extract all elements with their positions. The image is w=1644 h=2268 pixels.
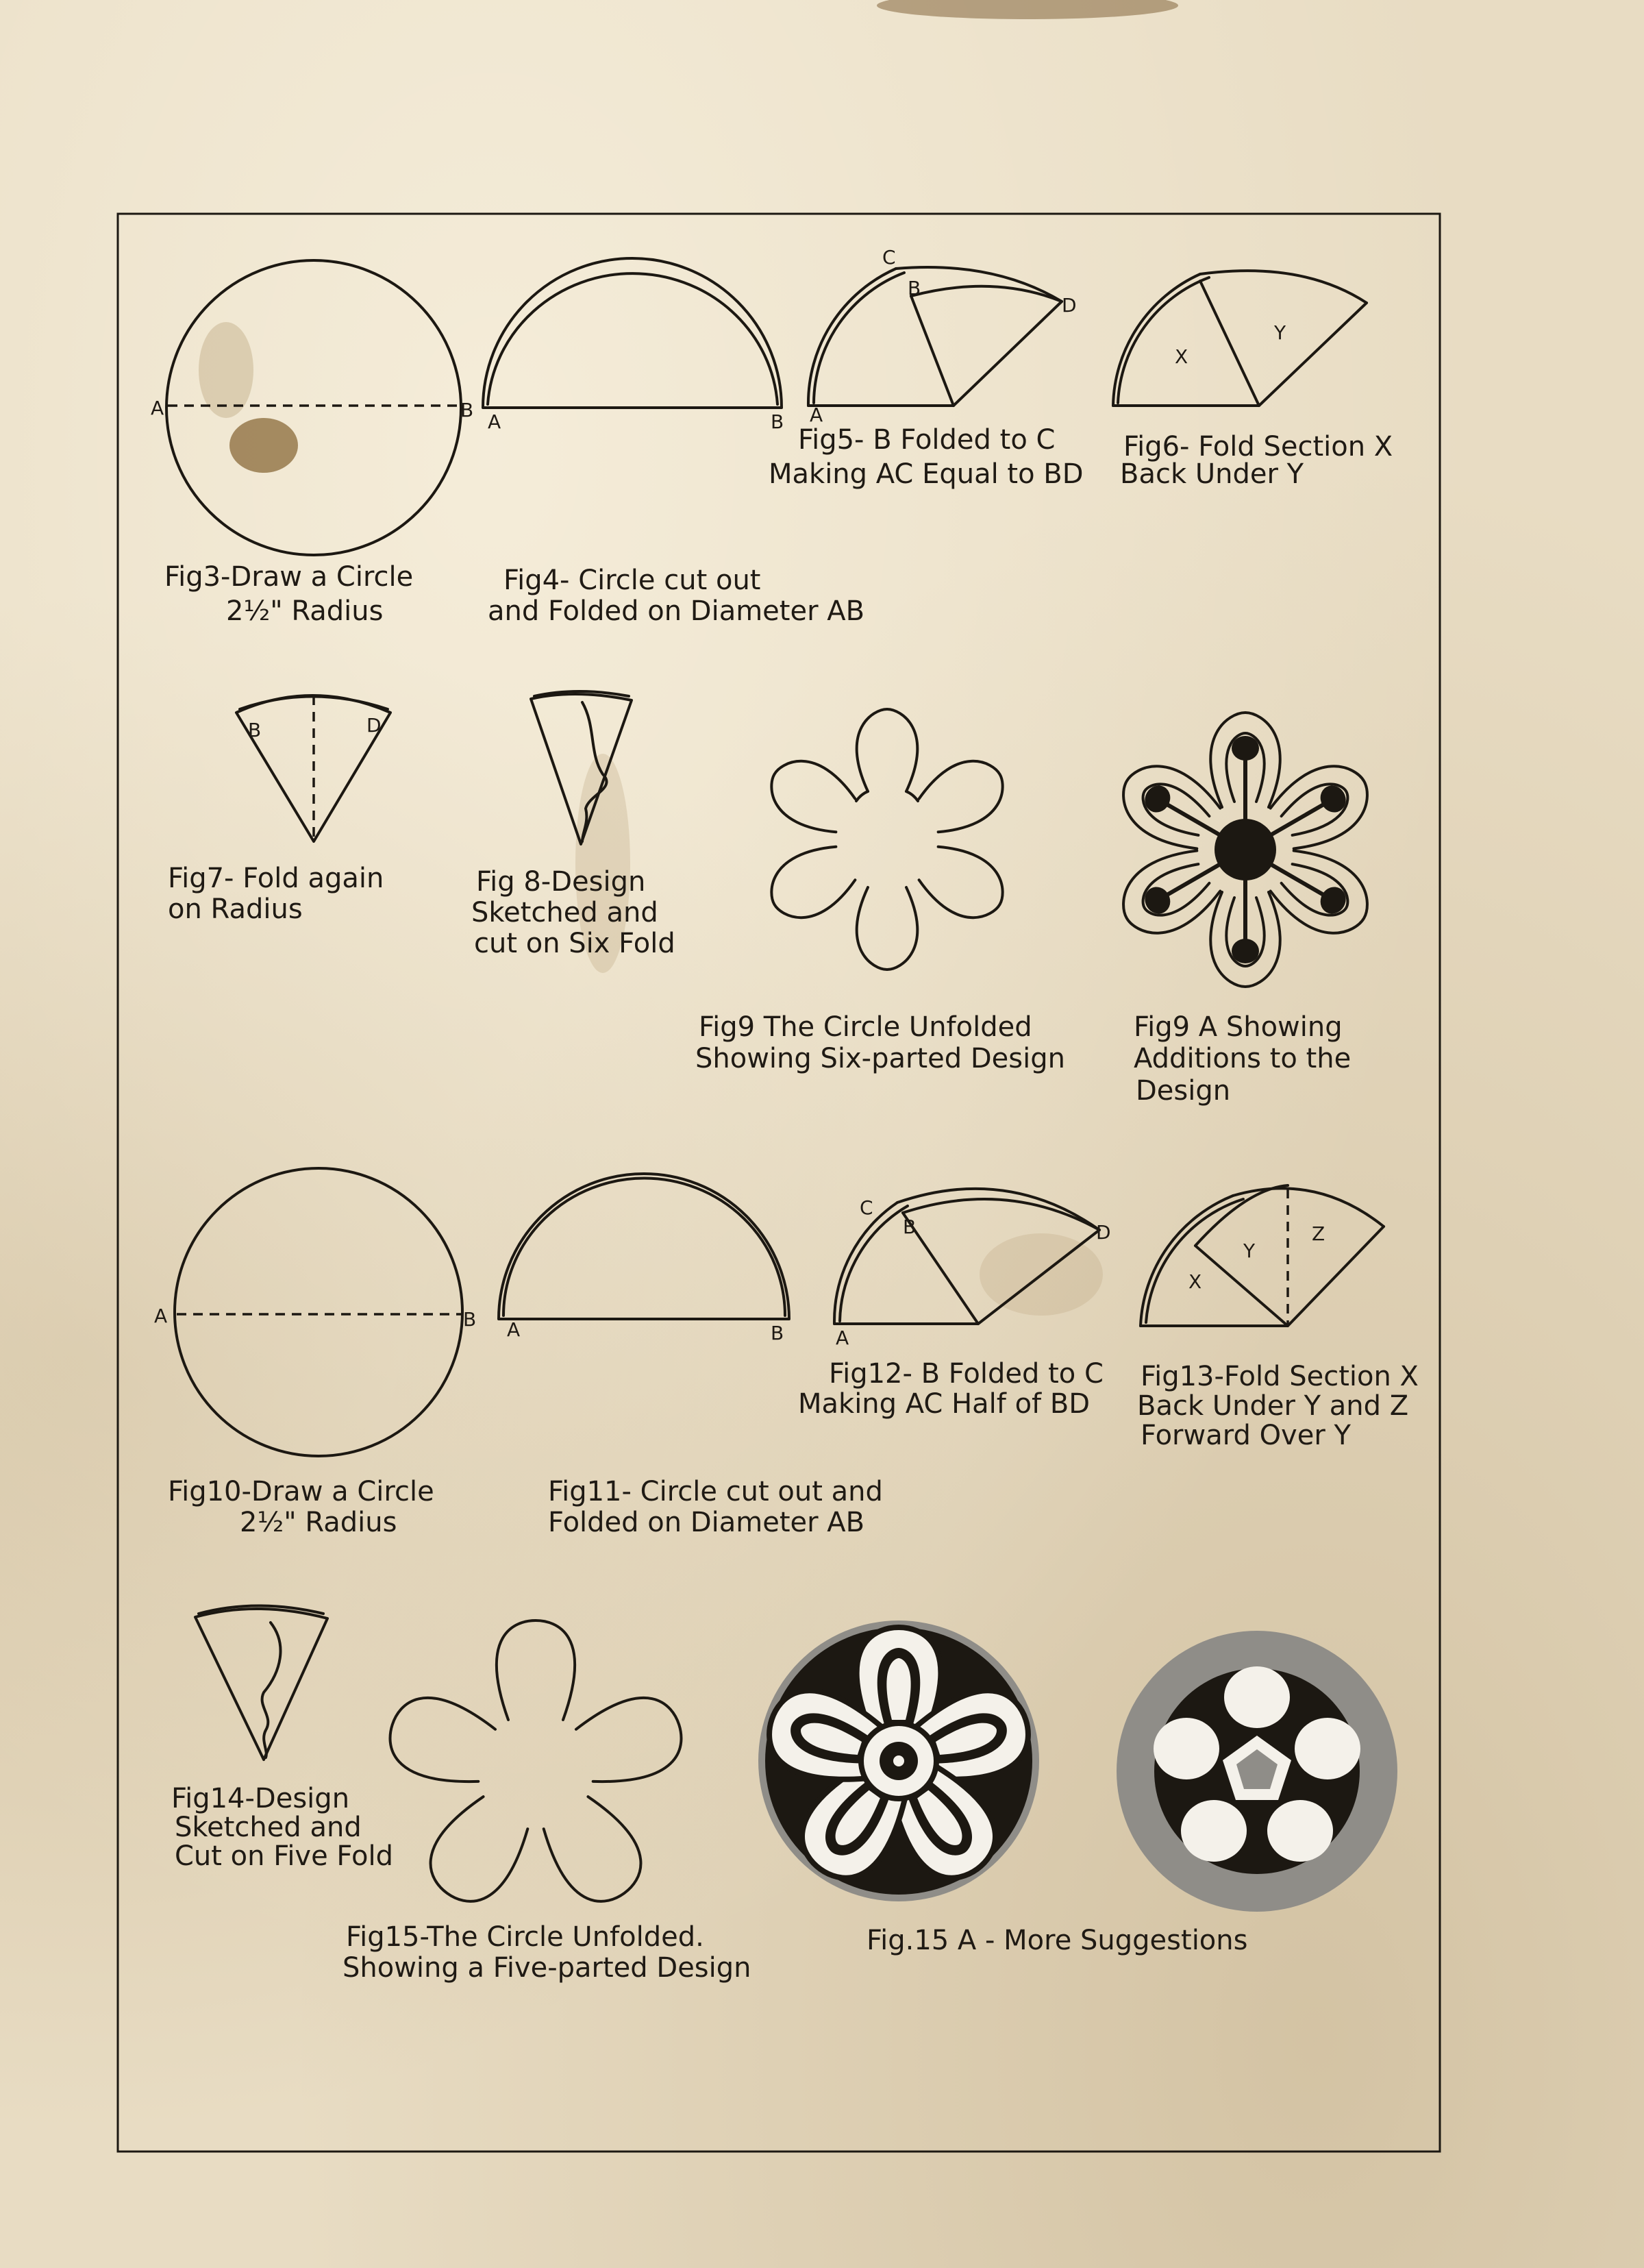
fig5-caption-line2: Making AC Equal to BD bbox=[769, 458, 1084, 490]
fig4-semicircle-diagram bbox=[483, 258, 784, 433]
fig7-fold-diagram bbox=[236, 695, 390, 841]
point-label-a: A bbox=[151, 397, 164, 419]
point-label-d: D bbox=[1062, 294, 1077, 317]
fig9-six-parted-design bbox=[759, 709, 1014, 970]
point-label-b: B bbox=[903, 1216, 917, 1238]
section-label-x: X bbox=[1175, 345, 1188, 368]
fig9a-caption-line3: Design bbox=[1136, 1075, 1231, 1107]
paper-stains bbox=[199, 0, 1178, 1316]
point-label-a: A bbox=[836, 1327, 849, 1349]
fig6-fold-diagram bbox=[1113, 271, 1367, 406]
fig9a-design-additions bbox=[1109, 713, 1381, 987]
section-label-y: Y bbox=[1274, 321, 1286, 344]
fig6-caption-line1: Fig6- Fold Section X bbox=[1123, 431, 1393, 463]
fig4-caption-line2: and Folded on Diameter AB bbox=[488, 595, 865, 627]
section-label-x: X bbox=[1188, 1270, 1202, 1293]
fig15-caption-line1: Fig15-The Circle Unfolded. bbox=[346, 1921, 704, 1953]
fig14-design-diagram bbox=[195, 1606, 327, 1760]
point-label-b: B bbox=[460, 399, 474, 421]
point-label-b: B bbox=[908, 277, 921, 299]
point-label-d: D bbox=[366, 714, 382, 737]
fig8-caption-line3: cut on Six Fold bbox=[474, 928, 675, 959]
fig10-circle-diagram bbox=[154, 1168, 476, 1456]
fig14-caption-line1: Fig14-Design bbox=[171, 1783, 350, 1814]
fig14-caption-line3: Cut on Five Fold bbox=[175, 1840, 393, 1872]
fig8-caption-line1: Fig 8-Design bbox=[476, 866, 646, 898]
fig15a-suggestion-one bbox=[758, 1620, 1039, 1901]
fig15-caption-line2: Showing a Five-parted Design bbox=[342, 1952, 751, 1984]
fig15a-suggestion-two bbox=[1117, 1631, 1397, 1912]
fig3-caption-line1: Fig3-Draw a Circle bbox=[164, 561, 414, 593]
fig13-caption-line2: Back Under Y and Z bbox=[1137, 1390, 1409, 1422]
section-label-z: Z bbox=[1312, 1222, 1325, 1245]
fig9a-caption-line2: Additions to the bbox=[1134, 1043, 1352, 1074]
fig3-caption-line2: 2½" Radius bbox=[226, 595, 384, 627]
fig15-five-parted-design bbox=[380, 1620, 691, 1916]
fig8-caption-line2: Sketched and bbox=[471, 897, 658, 928]
point-label-b: B bbox=[463, 1308, 477, 1331]
fig15a-caption: Fig.15 A - More Suggestions bbox=[867, 1925, 1248, 1956]
section-label-y: Y bbox=[1243, 1240, 1256, 1262]
fig7-caption-line1: Fig7- Fold again bbox=[168, 863, 384, 894]
fig12-caption-line2: Making AC Half of BD bbox=[798, 1388, 1091, 1420]
fig9-caption-line1: Fig9 The Circle Unfolded bbox=[699, 1011, 1032, 1043]
point-label-a: A bbox=[488, 410, 501, 433]
fig6-caption-line2: Back Under Y bbox=[1120, 458, 1304, 490]
fig5-fold-diagram bbox=[808, 246, 1077, 426]
fig5-caption-line1: Fig5- B Folded to C bbox=[798, 424, 1056, 456]
fig14-caption-line2: Sketched and bbox=[175, 1812, 362, 1843]
point-label-b: B bbox=[248, 719, 262, 741]
point-label-a: A bbox=[810, 404, 823, 426]
fig7-caption-line2: on Radius bbox=[168, 893, 303, 925]
fig4-caption-line1: Fig4- Circle cut out bbox=[503, 565, 761, 596]
fig13-caption-line1: Fig13-Fold Section X bbox=[1141, 1361, 1419, 1392]
point-label-d: D bbox=[1096, 1221, 1111, 1244]
fig11-caption-line1: Fig11- Circle cut out and bbox=[548, 1476, 883, 1507]
fig10-caption-line1: Fig10-Draw a Circle bbox=[168, 1476, 434, 1507]
fig13-caption-line3: Forward Over Y bbox=[1141, 1420, 1351, 1451]
fig9a-caption-line1: Fig9 A Showing bbox=[1134, 1011, 1343, 1043]
point-label-b: B bbox=[771, 410, 784, 433]
fig3-circle-diagram bbox=[151, 260, 473, 555]
fig11-semicircle-diagram bbox=[499, 1174, 789, 1344]
fig13-fold-diagram bbox=[1141, 1185, 1384, 1326]
fig12-caption-line1: Fig12- B Folded to C bbox=[829, 1358, 1104, 1390]
point-label-b: B bbox=[771, 1322, 784, 1344]
point-label-a: A bbox=[154, 1305, 168, 1327]
point-label-a: A bbox=[507, 1318, 521, 1341]
fig9-caption-line2: Showing Six-parted Design bbox=[695, 1043, 1065, 1074]
point-label-c: C bbox=[860, 1196, 873, 1219]
point-label-c: C bbox=[882, 246, 896, 269]
fig11-caption-line2: Folded on Diameter AB bbox=[548, 1507, 865, 1538]
fig10-caption-line2: 2½" Radius bbox=[240, 1507, 397, 1538]
